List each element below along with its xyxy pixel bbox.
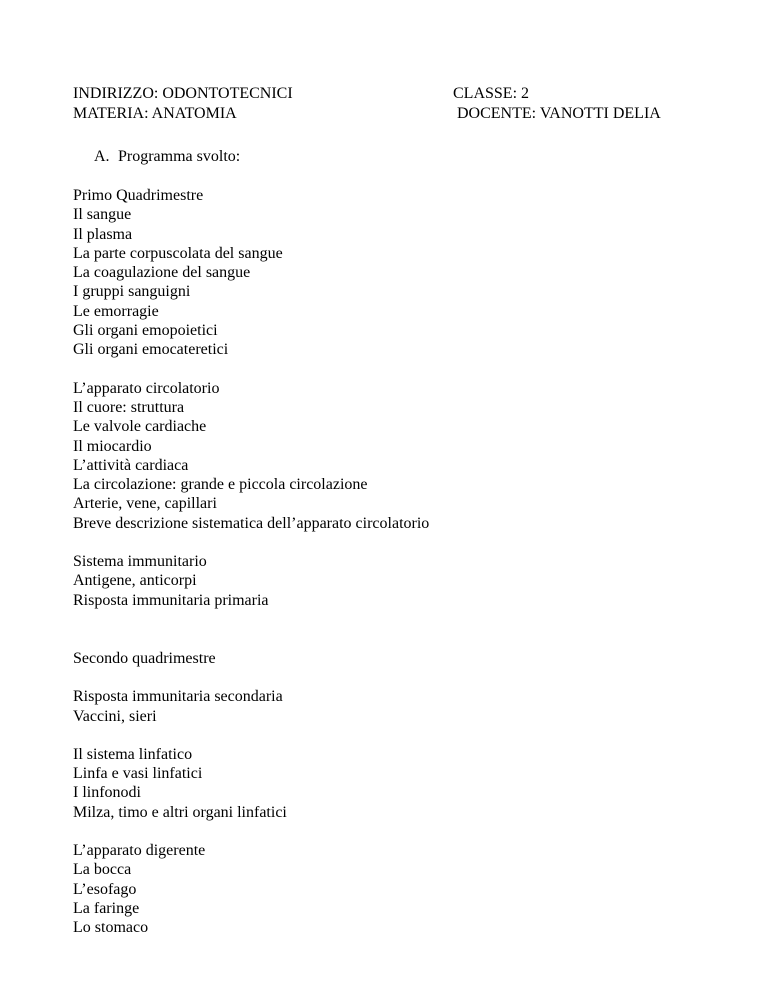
topic-block-circulatory [73,379,713,533]
topic-block-immune-secondary [73,687,713,726]
topic-line: Antigene, anticorpi [73,572,197,590]
topic-block-first-term [73,186,713,360]
program-content [73,186,713,938]
indirizzo-label: INDIRIZZO: ODONTOTECNICI [73,85,293,102]
topic-line: Milza, timo e altri organi linfatici [73,803,287,821]
topic-line: I linfonodi [73,784,141,802]
header-row-1 [73,84,713,104]
term-heading: Primo Quadrimestre [73,187,204,204]
topic-line: Sistema immunitario [73,553,207,571]
topic-line: Il miocardio [73,437,152,455]
topic-line: Il cuore: struttura [73,398,185,416]
topic-line: Le valvole cardiache [73,418,207,436]
term-heading: Secondo quadrimestre [73,649,216,667]
topic-line: Il sangue [73,206,132,224]
topic-line: La bocca [73,861,132,879]
topic-line: I gruppi sanguigni [73,283,191,301]
topic-line: Risposta immunitaria primaria [73,591,269,609]
topic-line: Gli organi emocateretici [73,341,229,359]
header-row-2 [73,104,713,124]
topic-line: Il plasma [73,225,133,243]
topic-line: Gli organi emopoietici [73,322,218,340]
topic-line: L’apparato digerente [73,842,206,860]
topic-line: Linfa e vasi linfatici [73,765,203,783]
topic-line: La faringe [73,899,140,917]
section-letter: A. [94,148,110,165]
topic-line: Le emorragie [73,302,159,320]
topic-line: La coagulazione del sangue [73,264,251,282]
topic-line: Vaccini, sieri [73,707,157,725]
topic-line: Breve descrizione sistematica dell’apparato circolatorio [73,514,430,532]
classe-label: CLASSE: 2 [453,85,530,102]
topic-line: L’esofago [73,880,137,898]
topic-block-second-term [73,649,713,668]
topic-line: La circolazione: grande e piccola circolazione [73,476,368,494]
topic-line: Risposta immunitaria secondaria [73,688,283,706]
topic-line: Il sistema linfatico [73,745,193,763]
topic-line: L’attività cardiaca [73,456,189,474]
topic-line: Lo stomaco [73,919,149,937]
topic-line: Arterie, vene, capillari [73,495,217,513]
docente-label: DOCENTE: VANOTTI DELIA [457,105,661,122]
topic-block-lymphatic [73,745,713,822]
section-title-text: Programma svolto: [118,148,241,165]
materia-label: MATERIA: ANATOMIA [73,105,237,122]
topic-line: L’apparato circolatorio [73,379,220,397]
section-heading [94,147,240,167]
topic-block-immune [73,552,713,610]
topic-line: La parte corpuscolata del sangue [73,244,283,262]
topic-block-digestive [73,841,713,937]
